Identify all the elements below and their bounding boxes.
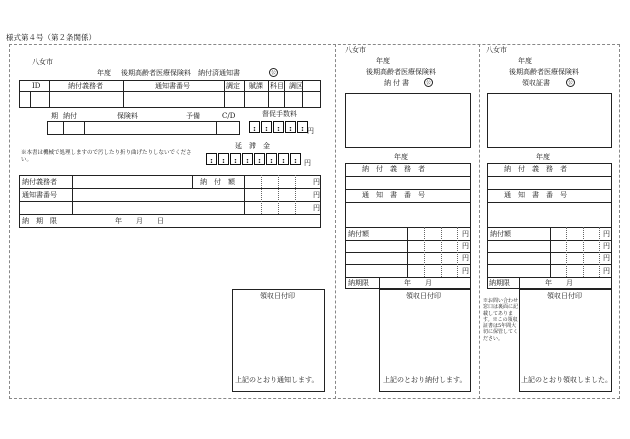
payment-city: 八女市	[345, 46, 366, 54]
col-fuka: 賦課	[249, 82, 263, 90]
machine-note: ※本書は機械で処理しますので汚したり折り曲げたりしないでください。	[21, 150, 192, 163]
receipt-address-box	[487, 93, 612, 148]
receipt-year-row: 年度	[536, 153, 550, 161]
notice-city: 八女市	[32, 58, 53, 66]
fee-yen: 円	[307, 127, 314, 135]
col-id: ID	[32, 82, 41, 90]
payment-seal: 公	[425, 80, 431, 86]
payment-payer-label: 納 付 義 務 者	[362, 165, 425, 173]
col-premium: 保険料	[117, 112, 138, 120]
form-label: 様式第４号（第２条関係）	[6, 33, 96, 42]
payment-yen-4: 円	[462, 267, 469, 275]
col-choku: 調区	[289, 82, 303, 90]
col-payer: 納付義務者	[68, 82, 103, 90]
amount-yen-2: 円	[313, 191, 320, 199]
receipt-notice-no-label: 通 知 書 番 号	[504, 191, 567, 199]
payment-closing: 上記のとおり納付します。	[383, 376, 467, 384]
payment-yen-1: 円	[462, 230, 469, 238]
perforation-2	[479, 44, 480, 399]
receipt-yen-4: 円	[603, 267, 610, 275]
receipt-closing: 上記のとおり領収しました。	[521, 376, 612, 384]
receipt-stamp-label: 領収日付印	[547, 292, 582, 300]
payment-table	[345, 163, 471, 289]
amount-yen-3: 円	[313, 204, 320, 212]
delay-yen: 円	[304, 159, 311, 167]
payment-notice-no-label: 通 知 書 番 号	[362, 191, 425, 199]
receipt-doc-name: 領収証書	[522, 79, 550, 87]
col-yobi: 予備	[186, 112, 200, 120]
payment-yen-2: 円	[462, 242, 469, 250]
receipt-yen-1: 円	[603, 230, 610, 238]
payment-stamp-label: 領収日付印	[406, 292, 441, 300]
payment-year-row: 年度	[394, 153, 408, 161]
payment-deadline-date: 年 月	[404, 279, 432, 287]
col-ki: 期	[51, 112, 58, 120]
notice-year-label: 年度	[97, 69, 111, 77]
col-notice-no: 通知書番号	[155, 82, 190, 90]
deadline-label: 納 期 限	[22, 217, 57, 225]
receipt-city: 八女市	[486, 46, 507, 54]
receipt-deadline-label: 納期限	[489, 279, 510, 287]
receipt-side-note: ※お問い合わせ窓口は裏面に記載してあります。※この領収証書は5年間大切に保管してください。	[483, 298, 519, 342]
col-nofu: 納付	[63, 112, 77, 120]
receipt-yen-3: 円	[603, 254, 610, 262]
deadline-date: 年 月 日	[115, 217, 164, 225]
receipt-title: 後期高齢者医療保険料	[509, 68, 579, 76]
col-kamoku: 科目	[270, 82, 284, 90]
perforation-1	[335, 44, 336, 399]
notice-no-label: 通知書番号	[22, 191, 57, 199]
notice-closing: 上記のとおり通知します。	[235, 376, 319, 384]
notice-title: 後期高齢者医療保険料 納付済通知書	[121, 69, 240, 77]
col-chotei: 調定	[226, 82, 240, 90]
payer-label: 納付義務者	[22, 178, 57, 186]
notice-stamp-label: 領収日付印	[260, 292, 295, 300]
receipt-seal: 公	[567, 80, 573, 86]
payment-doc-name: 納付書	[384, 79, 411, 87]
amount-yen-1: 円	[313, 178, 320, 186]
delay-label: 延 滞 金	[235, 142, 270, 150]
notice-seal: 公	[270, 70, 276, 76]
notice-row2-table	[47, 121, 240, 135]
amount-label: 納 付 額	[200, 178, 235, 186]
payment-yen-3: 円	[462, 254, 469, 262]
payment-deadline-label: 納期限	[348, 279, 369, 287]
receipt-year-label: 年度	[518, 57, 532, 65]
payment-amount-label: 納付額	[348, 230, 369, 238]
receipt-yen-2: 円	[603, 242, 610, 250]
payment-title: 後期高齢者医療保険料	[366, 68, 436, 76]
receipt-payer-label: 納 付 義 務 者	[504, 165, 567, 173]
fee-label: 督促手数料	[262, 110, 297, 118]
payment-year-label: 年度	[376, 57, 390, 65]
payment-address-box	[345, 93, 471, 148]
col-cd: C/D	[222, 112, 236, 120]
receipt-deadline-date: 年 月	[545, 279, 573, 287]
receipt-amount-label: 納付額	[490, 230, 511, 238]
